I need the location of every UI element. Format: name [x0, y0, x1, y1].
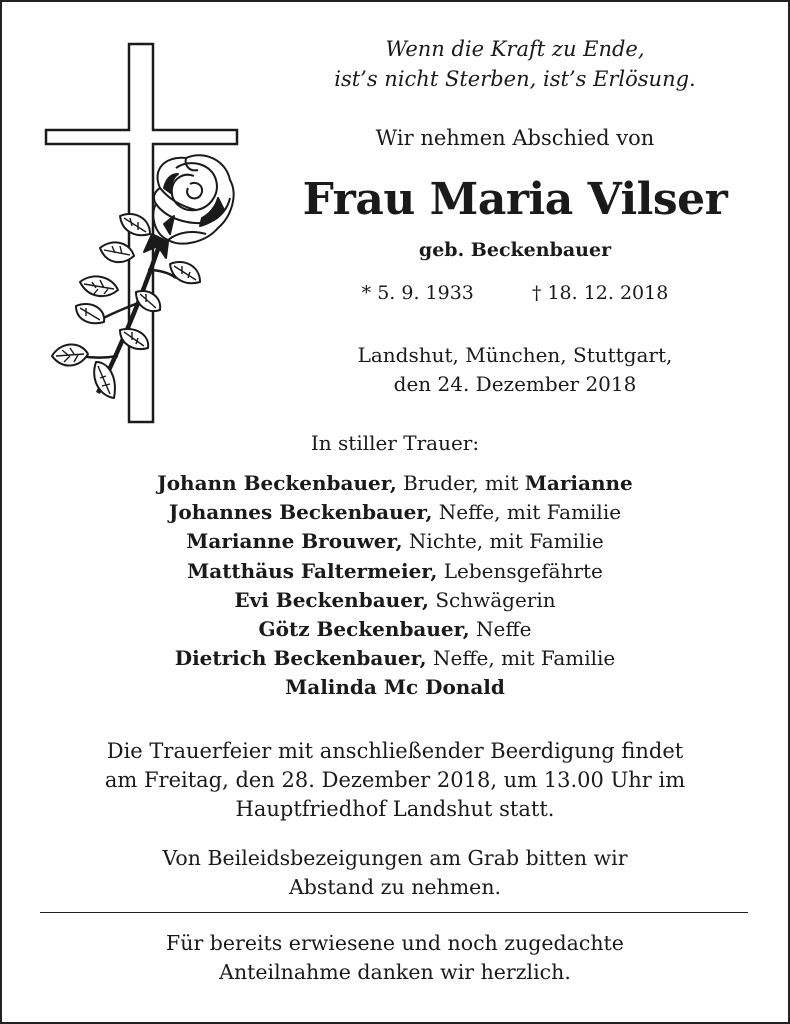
mourner-relation: Neffe, mit Familie [432, 500, 622, 525]
mourner-row [20, 673, 770, 702]
mourner-row [20, 469, 770, 498]
death-date: † 18. 12. 2018 [531, 282, 669, 304]
mourner-name: Dietrich Beckenbauer, [174, 646, 427, 671]
mourner-row [20, 586, 770, 615]
mourner-companion: Marianne [524, 471, 633, 495]
condolence-note [20, 844, 770, 902]
mourner-relation: Schwägerin [428, 587, 556, 612]
notice-date: den 24. Dezember 2018 [393, 372, 637, 396]
deceased-name: Frau Maria Vilser [302, 174, 728, 225]
motto-line-2: ist’s nicht Sterben, ist’s Erlösung. [334, 67, 696, 91]
mourner-row [20, 527, 770, 556]
places: Landshut, München, Stuttgart, [357, 343, 673, 367]
mourners-list [20, 469, 770, 703]
mourner-name: Johann Beckenbauer, [157, 471, 397, 495]
mourner-relation: Neffe, mit Familie [426, 646, 616, 671]
mourner-row [20, 498, 770, 527]
mourner-name: Evi Beckenbauer, [234, 587, 429, 612]
mourning-intro: In stiller Trauer: [310, 431, 480, 455]
mourner-relation: Neffe [469, 617, 532, 642]
thanks-line-2: Anteilnahme danken wir herzlich. [219, 960, 571, 984]
mourner-relation: Lebensgefährte [437, 558, 603, 583]
condolence-line-2: Abstand zu nehmen. [288, 875, 502, 899]
divider-line [40, 912, 748, 913]
service-line-3: Hauptfriedhof Landshut statt. [235, 797, 555, 821]
mourner-name: Johannes Beckenbauer, [168, 500, 433, 525]
motto [270, 34, 760, 94]
mourner-name: Malinda Mc Donald [285, 675, 505, 700]
mourner-relation: Nichte, mit Familie [402, 529, 604, 554]
motto-line-1: Wenn die Kraft zu Ende, [385, 37, 645, 61]
mourner-row [20, 615, 770, 644]
mourner-name: Matthäus Faltermeier, [187, 558, 438, 583]
life-dates [270, 279, 760, 307]
mourner-row [20, 557, 770, 586]
thanks-note [20, 929, 770, 987]
birth-date: * 5. 9. 1933 [361, 282, 474, 304]
cross-with-rose [40, 38, 250, 433]
mourner-name: Marianne Brouwer, [186, 529, 403, 554]
condolence-line-1: Von Beileidsbezeigungen am Grab bitten wir [162, 846, 628, 870]
service-line-2: am Freitag, den 28. Dezember 2018, um 13.00 Uhr im [104, 768, 686, 792]
place-and-date [270, 341, 760, 399]
maiden-name: geb. Beckenbauer [418, 239, 612, 261]
mourner-row [20, 644, 770, 673]
farewell-intro: Wir nehmen Abschied von [375, 126, 655, 150]
mourner-relation: Bruder, mit [396, 471, 525, 495]
mourner-name: Götz Beckenbauer, [258, 617, 470, 642]
funeral-service-info [20, 737, 770, 824]
service-line-1: Die Trauerfeier mit anschließender Beerdigung findet [106, 739, 684, 763]
thanks-line-1: Für bereits erwiesene und noch zugedachte [166, 931, 624, 955]
